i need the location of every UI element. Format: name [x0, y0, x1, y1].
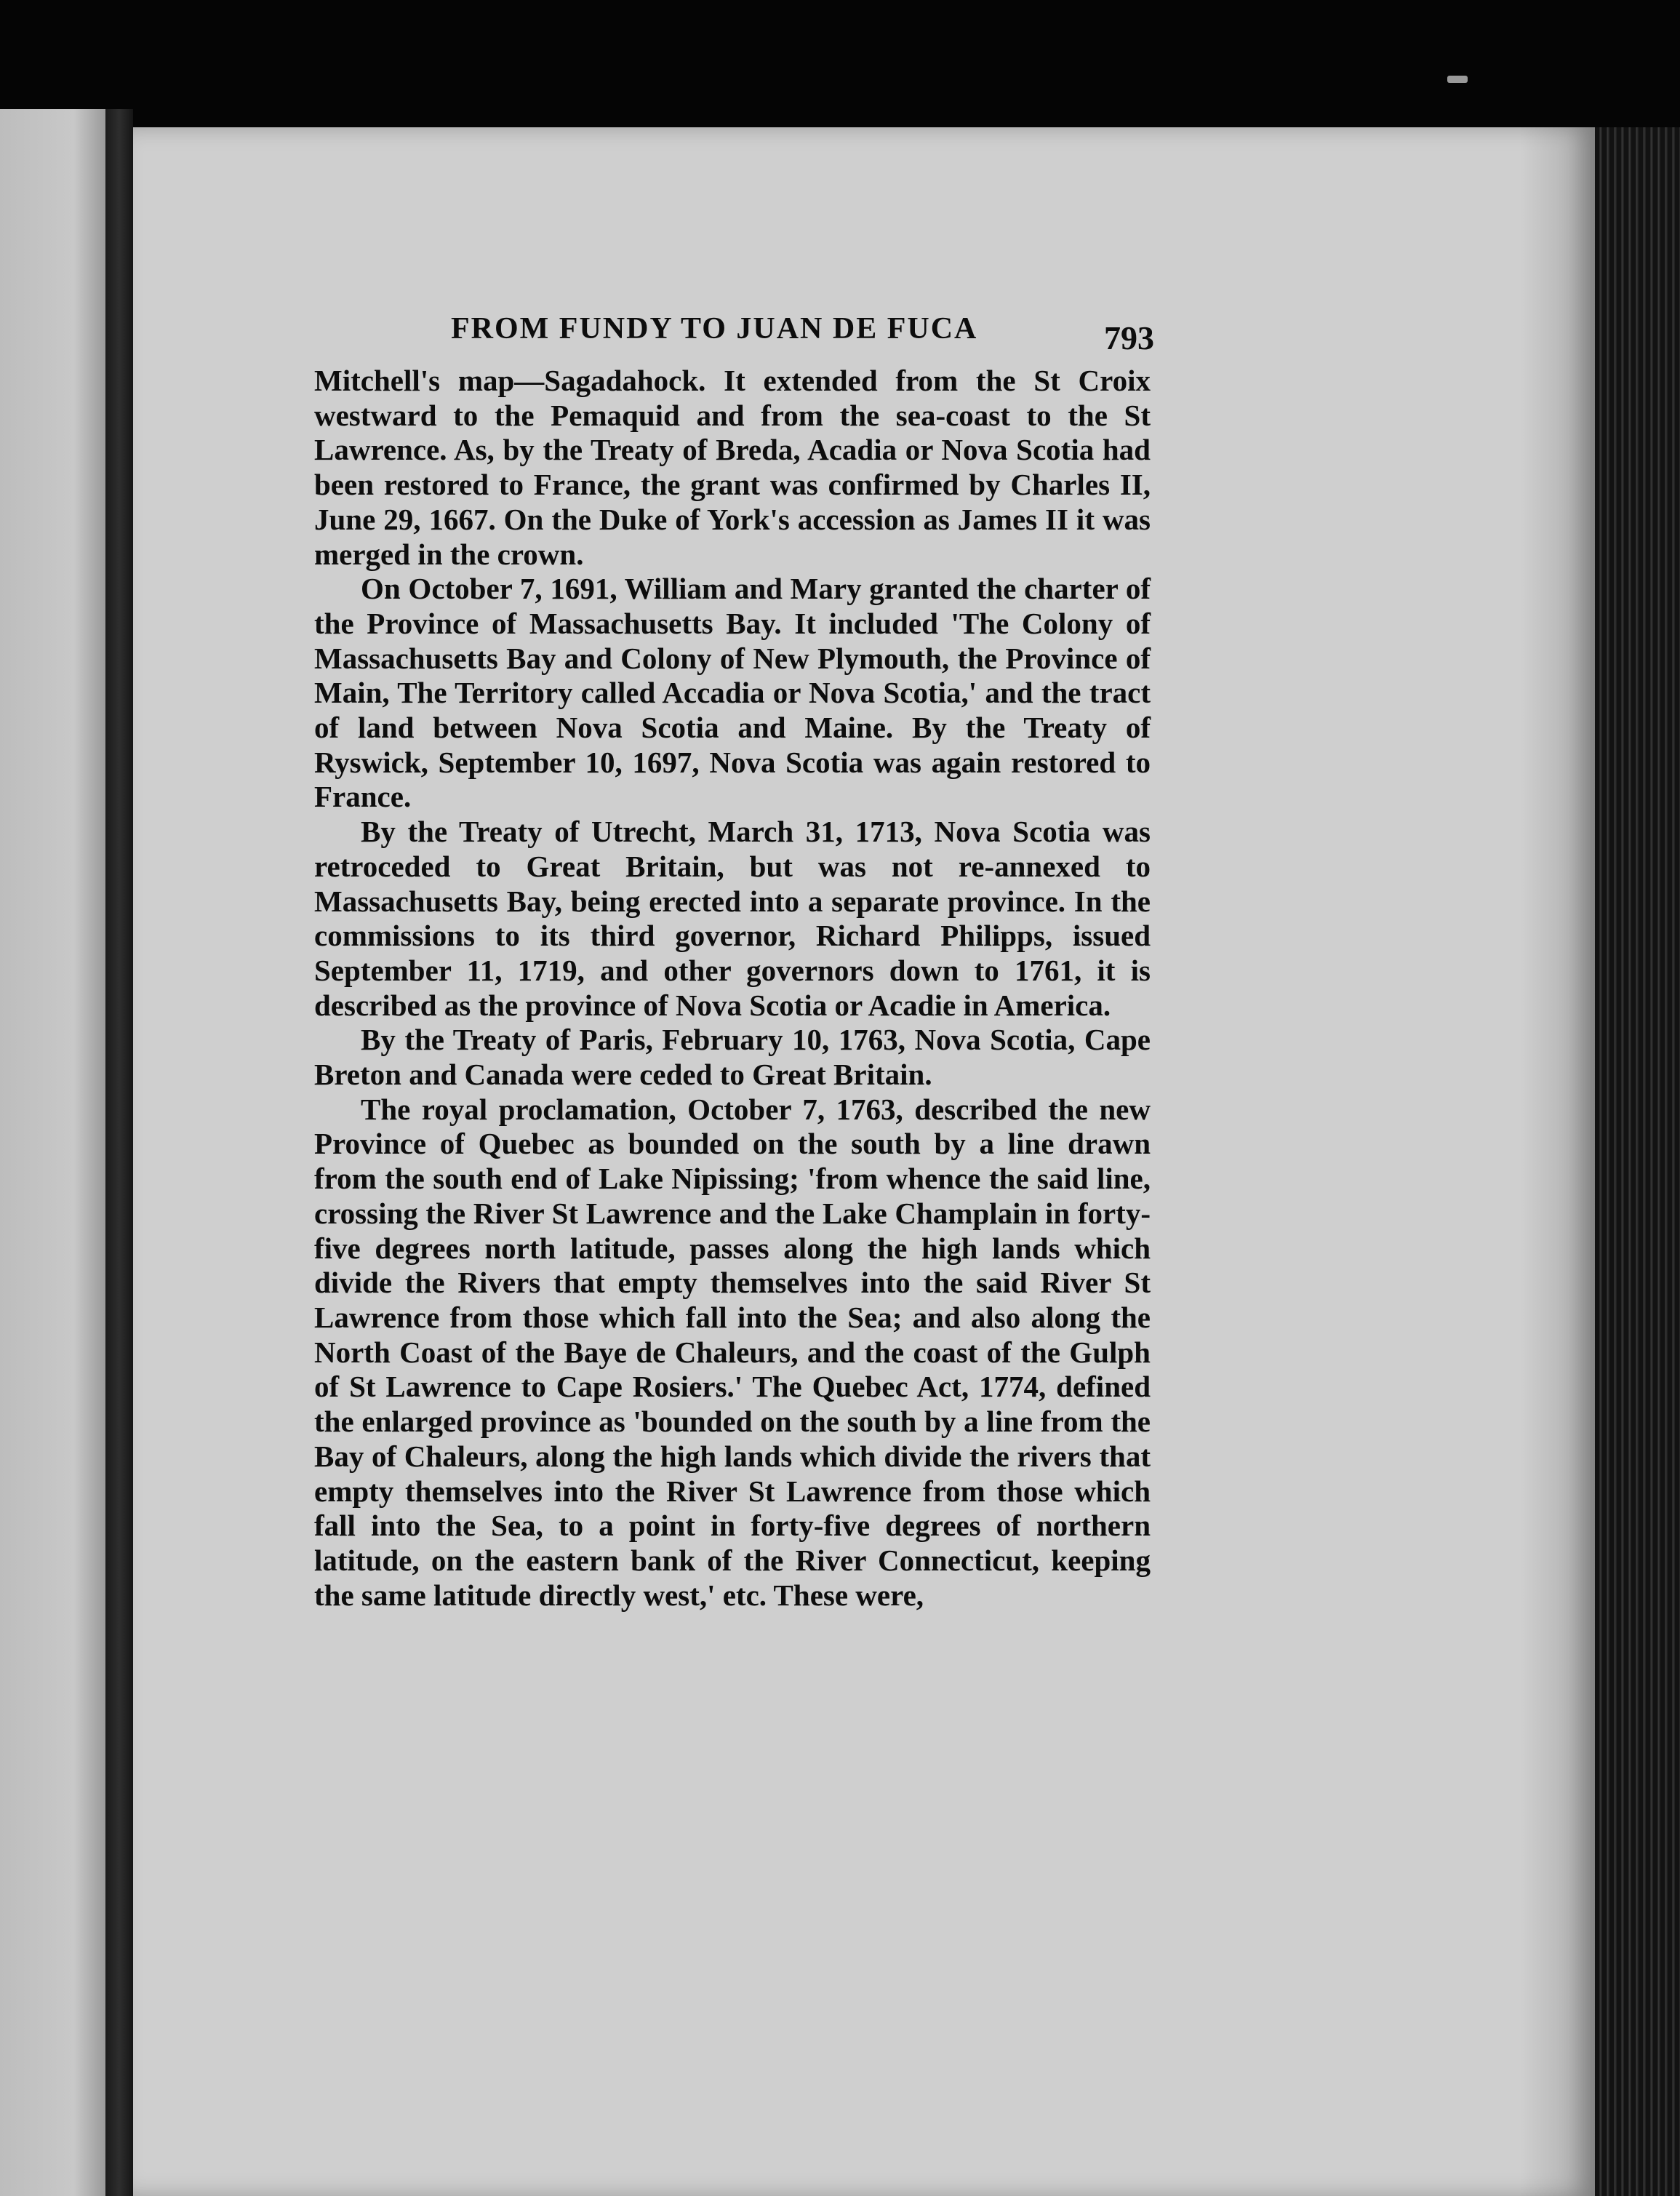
- page-shading: [1520, 127, 1595, 2196]
- page-number: 793: [1104, 319, 1154, 356]
- facing-page-edge: [0, 109, 105, 2196]
- paragraph: By the Treaty of Utrecht, March 31, 1713, Nova Scotia was retroceded to Great Britain, but was not re-annexed to Massachusetts Bay, being erected into a separate province. In the commissions to its third governor, Richard Philipps, issued September 11, 1719, and other governors down to 1761, it is described as the province of Nova Scotia or Acadie in America.: [314, 815, 1151, 1022]
- book-gutter: [105, 109, 133, 2196]
- paragraph: By the Treaty of Paris, February 10, 1763, Nova Scotia, Cape Breton and Canada were ceded to Great Britain.: [314, 1023, 1151, 1092]
- paragraph: On October 7, 1691, William and Mary granted the charter of the Province of Massachusetts Bay. It included 'The Colony of Massachusetts Bay and Colony of New Plymouth, the Province of Main, The Territory called Accadia or Nova Scotia,' and the tract of land between Nova Scotia and Maine. By the Treaty of Ryswick, September 10, 1697, Nova Scotia was again restored to France.: [314, 572, 1151, 814]
- paragraph: The royal proclamation, October 7, 1763, described the new Province of Quebec as bounded on the south by a line drawn from the south end of Lake Nipissing; 'from whence the said line, crossing the River St Lawrence and the Lake Champlain in forty-five degrees north latitude, passes along the high lands which divide the Rivers that empty themselves into the said River St Lawrence from those which fall into the Sea; and also along the North Coast of the Baye de Chaleurs, and the coast of the Gulph of St Lawrence to Cape Rosiers.' The Quebec Act, 1774, defined the enlarged province as 'bounded on the south by a line from the Bay of Chaleurs, along the high lands which divide the rivers that empty themselves into the River St Lawrence from those which fall into the Sea, to a point in forty-five degrees of northern latitude, on the eastern bank of the River Connecticut, keeping the same latitude directly west,' etc. These were,: [314, 1092, 1151, 1612]
- page-stack-edge: [1595, 127, 1680, 2196]
- scan-artifact: [1447, 76, 1468, 83]
- paragraph: Mitchell's map—Sagadahock. It extended from the St Croix westward to the Pemaquid and from the sea-coast to the St Lawrence. As, by the Treaty of Breda, Acadia or Nova Scotia had been restored to France, the grant was confirmed by Charles II, June 29, 1667. On the Duke of York's accession as James II it was merged in the crown.: [314, 364, 1151, 571]
- page-header: [451, 311, 1154, 362]
- running-title: FROM FUNDY TO JUAN DE FUCA: [451, 312, 978, 346]
- body-text: [314, 364, 1151, 1613]
